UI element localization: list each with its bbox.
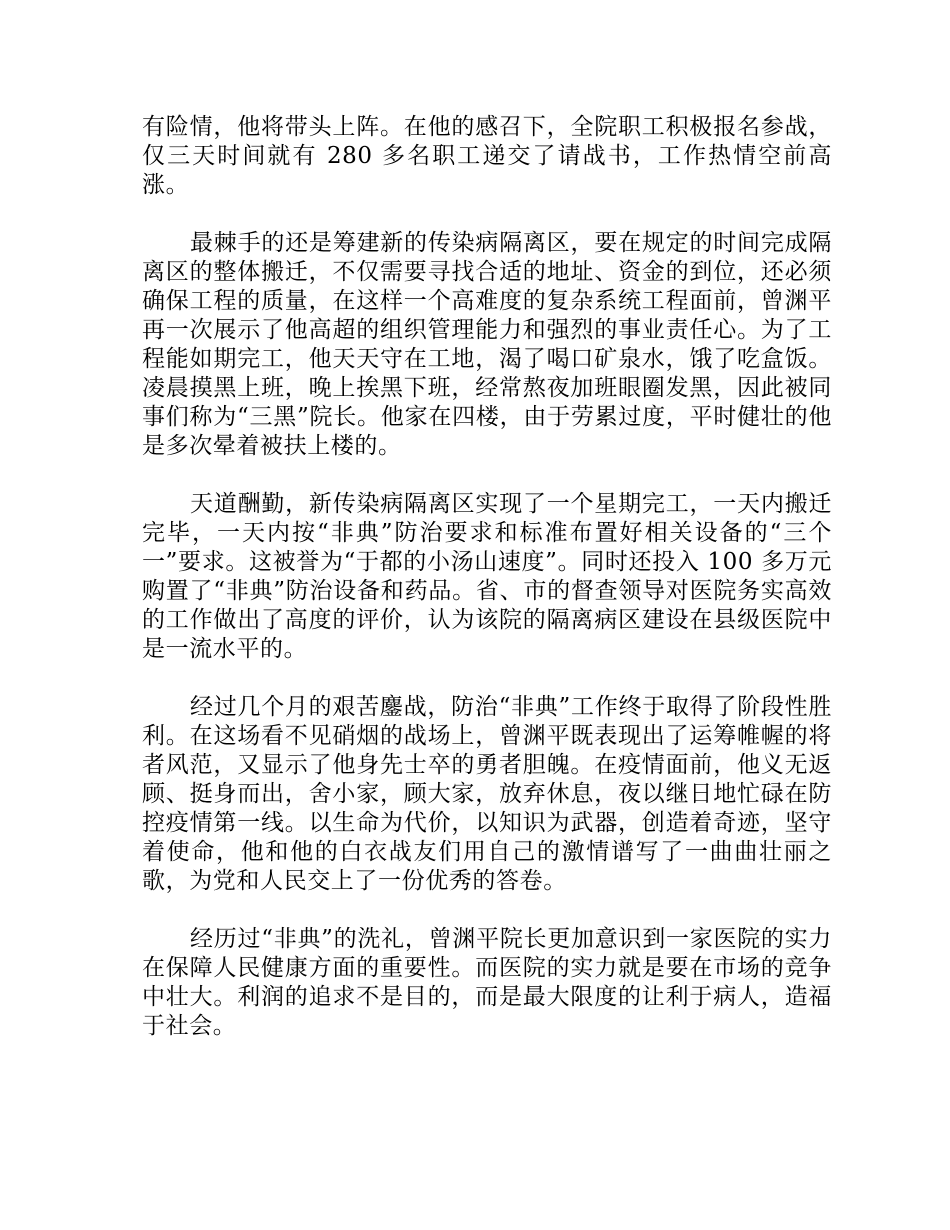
document-body: [142, 113, 832, 1070]
paragraph-2: 最棘手的还是筹建新的传染病隔离区，要在规定的时间完成隔离区的整体搬迁，不仅需要寻找合适的地址、资金的到位，还必须确保工程的质量，在这样一个高难度的复杂系统工程面前，曾渊平再一次展示了他高超的组织管理能力和强烈的事业责任心。为了工程能如期完工，他天天守在工地，渴了喝口矿泉水，饿了吃盒饭。凌晨摸黑上班，晚上挨黑下班，经常熬夜加班眼圈发黑，因此被同事们称为“三黑”院长。他家在四楼，由于劳累过度，平时健壮的他是多次晕着被扶上楼的。: [142, 230, 832, 459]
paragraph-5: 经历过“非典”的洗礼，曾渊平院长更加意识到一家医院的实力在保障人民健康方面的重要性。而医院的实力就是要在市场的竞争中壮大。利润的追求不是目的，而是最大限度的让利于病人，造福于社会。: [142, 926, 832, 1039]
paragraph-1: 有险情，他将带头上阵。在他的感召下，全院职工积极报名参战，仅三天时间就有 280 多名职工递交了请战书，工作热情空前高涨。: [142, 114, 832, 198]
paragraph-4: 经过几个月的艰苦鏖战，防治“非典”工作终于取得了阶段性胜利。在这场看不见硝烟的战场上，曾渊平既表现出了运筹帷幄的将者风范，又显示了他身先士卒的勇者胆魄。在疫情面前，他义无返顾、挺身而出，舍小家，顾大家，放弃休息，夜以继日地忙碌在防控疫情第一线。以生命为代价，以知识为武器，创造着奇迹，坚守着使命，他和他的白衣战友们用自己的激情谱写了一曲曲壮丽之歌，为党和人民交上了一份优秀的答卷。: [142, 694, 832, 894]
paragraph-3: 天道酬勤，新传染病隔离区实现了一个星期完工，一天内搬迁完毕，一天内按“非典”防治要求和标准布置好相关设备的“三个一”要求。这被誉为“于都的小汤山速度”。同时还投入 100 多万元购置了“非典”防治设备和药品。省、市的督查领导对医院务实高效的工作做出了高度的评价，认为该院的隔离病区建设在县级医院中是一流水平的。: [142, 491, 832, 662]
